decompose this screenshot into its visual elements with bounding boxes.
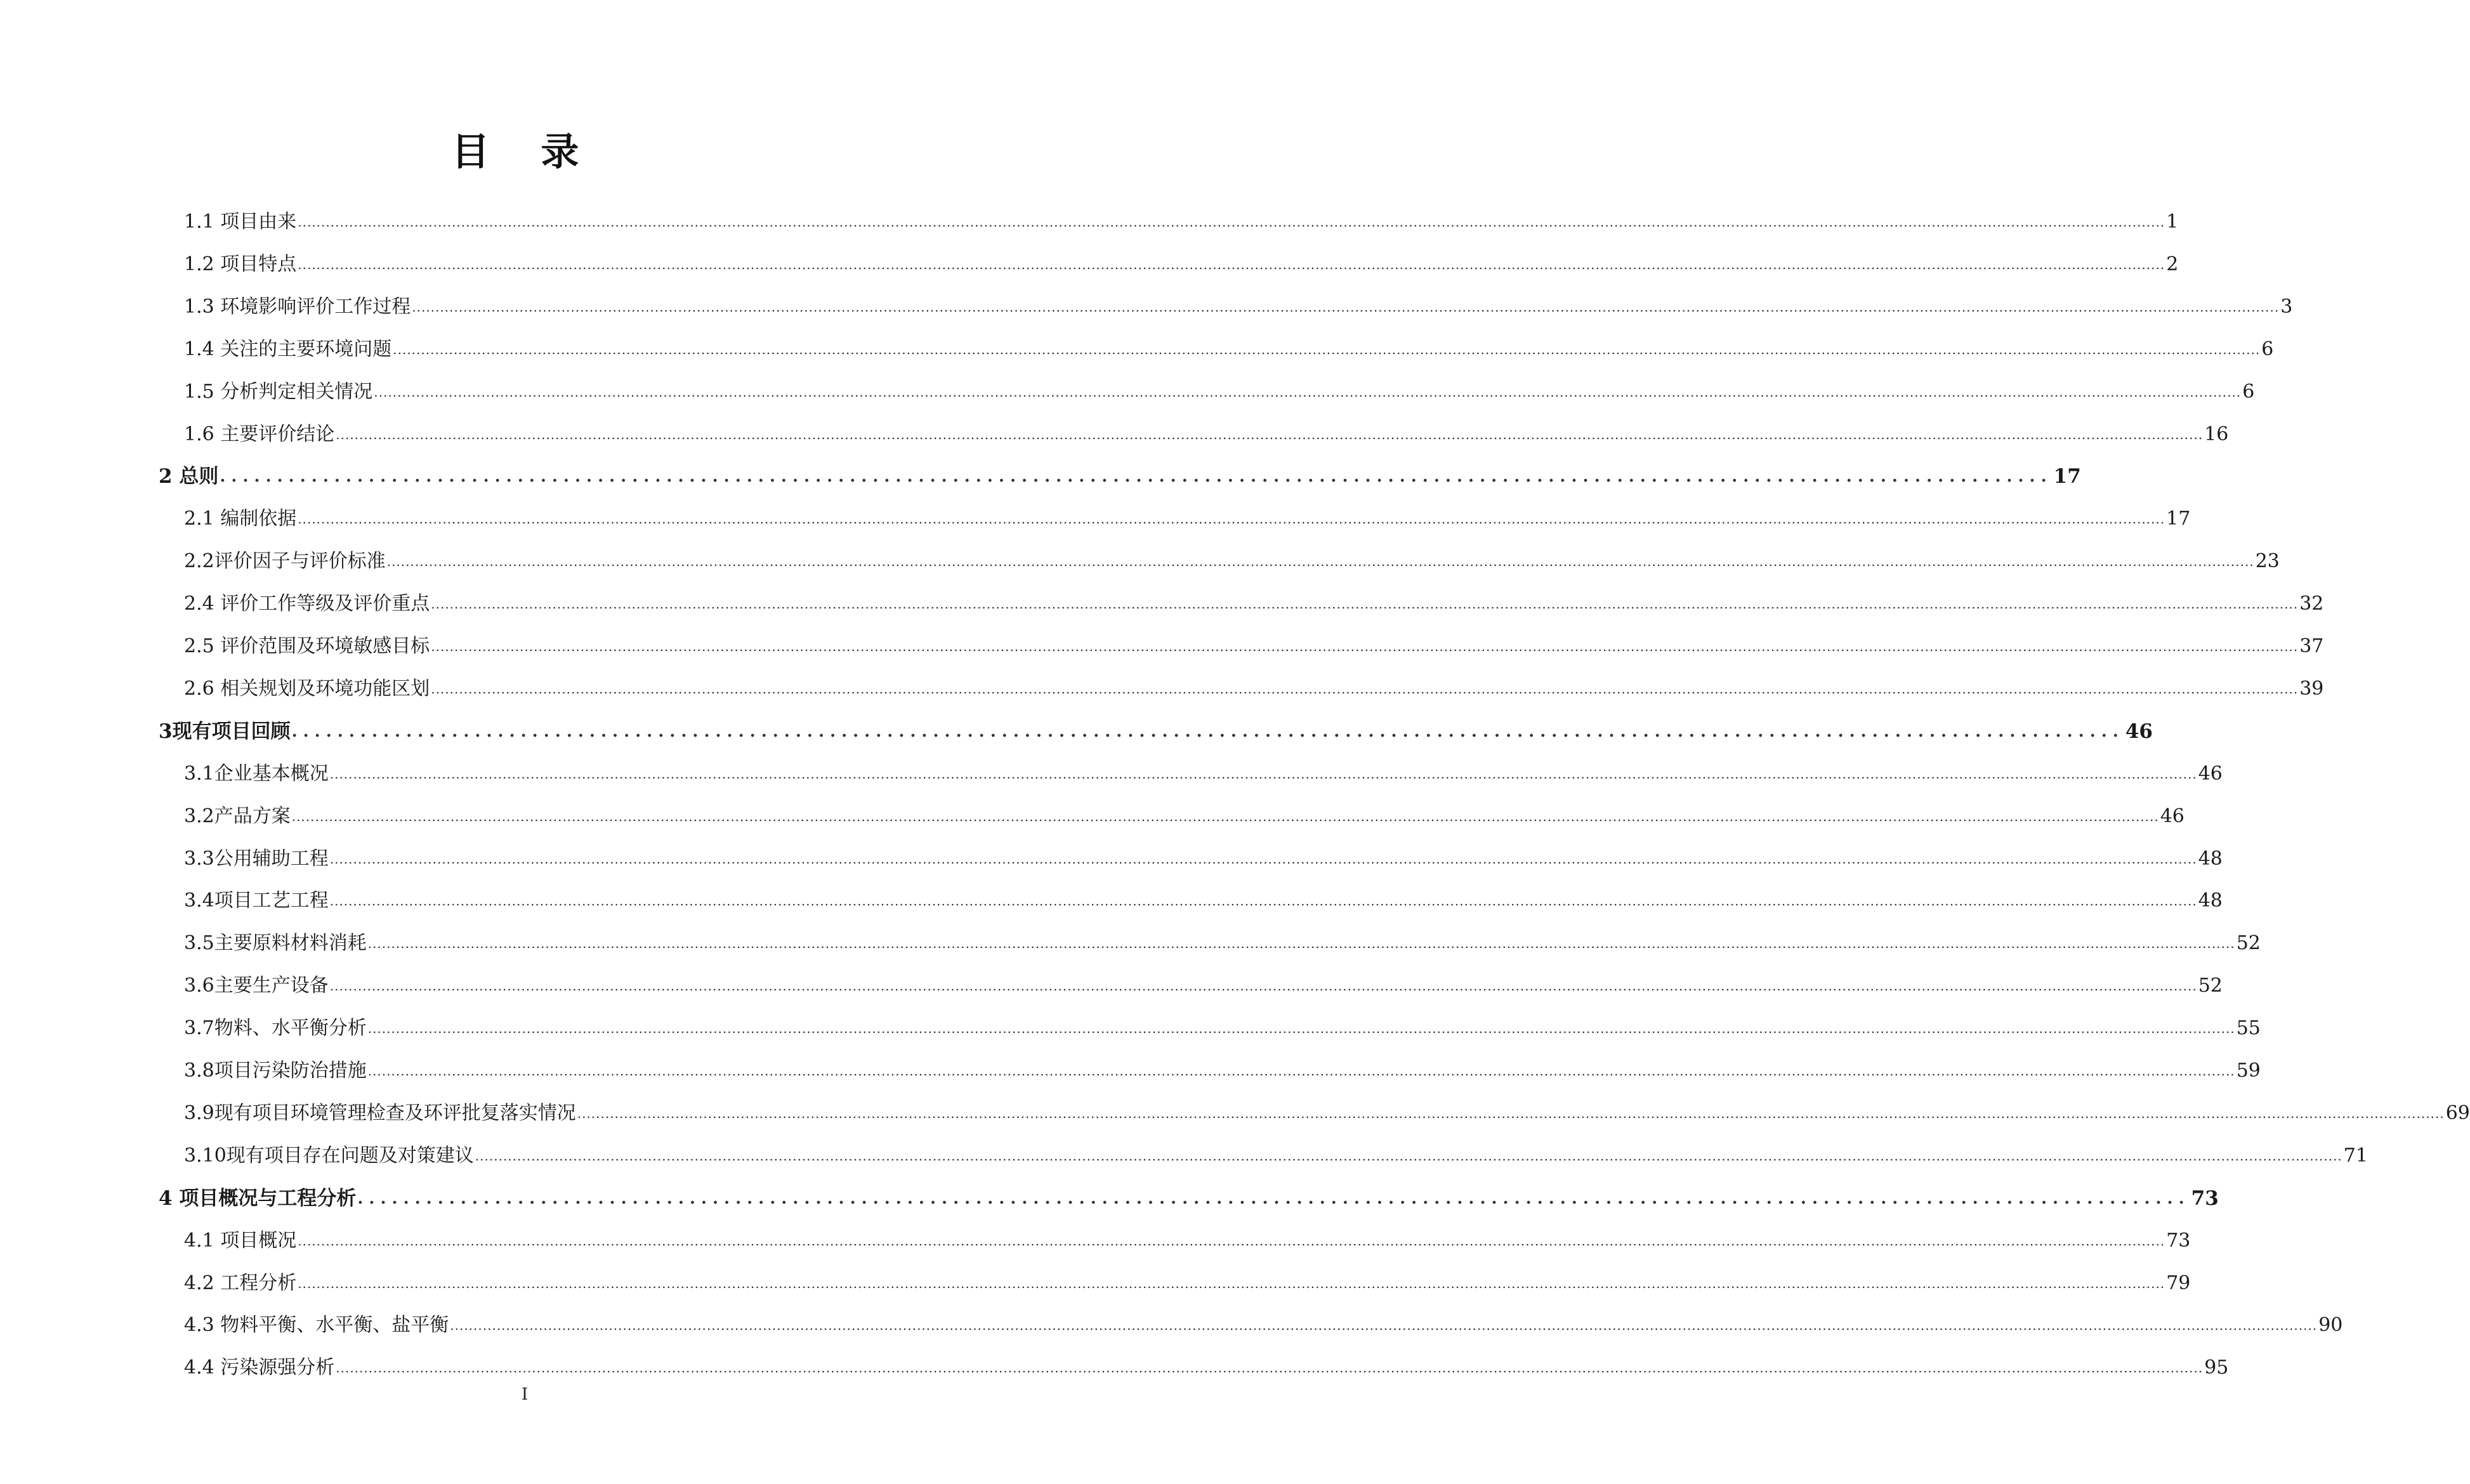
toc-entry-label: 3.3公用辅助工程 — [184, 847, 329, 870]
toc-chapter-entry[interactable] — [159, 463, 2081, 490]
toc-section-entry[interactable] — [184, 675, 2324, 703]
toc-dot-leader: ................................................................................................................................................................ — [220, 467, 2053, 487]
toc-entry-label: 2.5 评价范围及环境敏感目标 — [184, 635, 430, 657]
toc-entry-label: 2 总则 — [159, 465, 219, 489]
toc-entry-page-number: 17 — [2166, 508, 2191, 530]
toc-entry-page-number: 90 — [2318, 1314, 2343, 1337]
toc-entry-label: 1.1 项目由来 — [184, 211, 297, 233]
toc-entry-page-number: 52 — [2198, 975, 2223, 997]
toc-entry-page-number: 3 — [2280, 295, 2293, 318]
toc-section-entry[interactable] — [184, 505, 2191, 533]
toc-dot-leader: ................................................................................................................................................................................................................................................................................................................................................................................................................ — [298, 1275, 2165, 1291]
toc-dot-leader: ................................................................................................................................................................................................................................................................................................................................................................................................................ — [336, 426, 2204, 442]
toc-entry-page-number: 52 — [2236, 932, 2261, 955]
toc-entry-page-number: 55 — [2236, 1017, 2261, 1040]
toc-dot-leader: ................................................................................................................................................................................................................................................................................................................................................................................................................ — [291, 808, 2159, 824]
toc-section-entry[interactable] — [184, 929, 2261, 957]
toc-entry-page-number: 73 — [2166, 1229, 2191, 1252]
toc-section-entry[interactable] — [184, 251, 2179, 279]
toc-dot-leader: ................................................................................................................................................................................................................................................................................................................................................................................................................ — [450, 1318, 2318, 1334]
toc-section-entry[interactable] — [184, 293, 2293, 321]
toc-entry-label: 1.5 分析判定相关情况 — [184, 380, 373, 403]
toc-dot-leader: ................................................................................................................................................................................................................................................................................................................................................................................................................ — [386, 554, 2254, 570]
toc-entry-page-number: 95 — [2204, 1356, 2229, 1379]
toc-section-entry[interactable] — [184, 1354, 2229, 1382]
toc-entry-page-number: 46 — [2125, 719, 2153, 743]
toc-entry-label: 3.5主要原料材料消耗 — [184, 932, 367, 955]
toc-section-entry[interactable] — [184, 1142, 2368, 1170]
toc-entry-label: 1.6 主要评价结论 — [184, 423, 335, 445]
toc-entry-label: 1.4 关注的主要环境问题 — [184, 338, 392, 360]
toc-entry-label: 2.2评价因子与评价标准 — [184, 550, 386, 573]
toc-dot-leader: ................................................................................................................................................................................................................................................................................................................................................................................................................ — [431, 681, 2299, 697]
toc-entry-page-number: 48 — [2198, 847, 2223, 870]
page-title: 目 录 — [451, 130, 598, 174]
toc-section-entry[interactable] — [184, 633, 2324, 660]
toc-section-entry[interactable] — [184, 760, 2223, 788]
toc-dot-leader: ................................................................................................................................................................................................................................................................................................................................................................................................................ — [329, 978, 2197, 994]
toc-entry-page-number: 6 — [2242, 380, 2255, 403]
toc-dot-leader: ................................................................................................................................................................ — [291, 721, 2124, 741]
toc-section-entry[interactable] — [184, 1057, 2261, 1085]
toc-section-entry[interactable] — [184, 548, 2280, 575]
toc-entry-page-number: 17 — [2053, 465, 2081, 489]
toc-entry-page-number: 32 — [2299, 593, 2324, 615]
toc-section-entry[interactable] — [184, 1100, 2470, 1127]
toc-entry-label: 2.6 相关规划及环境功能区划 — [184, 677, 430, 700]
toc-entry-page-number: 71 — [2343, 1144, 2368, 1167]
toc-dot-leader: ................................................................................................................................................................................................................................................................................................................................................................................................................ — [412, 299, 2280, 315]
toc-entry-page-number: 37 — [2299, 635, 2324, 657]
toc-chapter-entry[interactable] — [159, 1185, 2219, 1212]
toc-entry-label: 3.6主要生产设备 — [184, 975, 329, 997]
toc-entry-label: 1.3 环境影响评价工作过程 — [184, 295, 411, 318]
toc-dot-leader: ................................................................................................................................................................................................................................................................................................................................................................................................................ — [329, 851, 2197, 867]
toc-dot-leader: ................................................................................................................................................................................................................................................................................................................................................................................................................ — [393, 341, 2261, 357]
toc-dot-leader: ................................................................................................................................................................................................................................................................................................................................................................................................................ — [298, 1233, 2165, 1249]
toc-entry-label: 3.10现有项目存在问题及对策建议 — [184, 1144, 474, 1167]
toc-section-entry[interactable] — [184, 378, 2255, 406]
toc-entry-page-number: 39 — [2299, 677, 2324, 700]
toc-chapter-entry[interactable] — [159, 718, 2153, 745]
toc-dot-leader: ................................................................................................................................................................................................................................................................................................................................................................................................................ — [374, 384, 2242, 400]
toc-dot-leader: ................................................................................................................................................................................................................................................................................................................................................................................................................ — [431, 639, 2299, 654]
toc-entry-page-number: 46 — [2198, 762, 2223, 785]
toc-dot-leader: ................................................................................................................................................................................................................................................................................................................................................................................................................ — [475, 1148, 2342, 1164]
toc-entry-label: 3.2产品方案 — [184, 804, 291, 827]
toc-dot-leader: ................................................................................................................................................................ — [357, 1188, 2190, 1208]
toc-section-entry[interactable] — [184, 1270, 2191, 1297]
toc-entry-page-number: 59 — [2236, 1060, 2261, 1082]
toc-dot-leader: ................................................................................................................................................................................................................................................................................................................................................................................................................ — [367, 1021, 2235, 1037]
toc-entry-label: 3现有项目回顾 — [159, 719, 291, 743]
toc-dot-leader: ................................................................................................................................................................................................................................................................................................................................................................................................................ — [367, 1063, 2235, 1079]
toc-entry-page-number: 69 — [2445, 1101, 2470, 1124]
toc-section-entry[interactable] — [184, 1227, 2191, 1255]
toc-section-entry[interactable] — [184, 972, 2223, 1000]
toc-entry-page-number: 1 — [2166, 211, 2179, 233]
toc-entry-label: 1.2 项目特点 — [184, 253, 297, 275]
toc-entry-page-number: 48 — [2198, 890, 2223, 912]
toc-dot-leader: ................................................................................................................................................................................................................................................................................................................................................................................................................ — [577, 1105, 2445, 1121]
toc-entry-label: 3.7物料、水平衡分析 — [184, 1017, 367, 1040]
toc-dot-leader: ................................................................................................................................................................................................................................................................................................................................................................................................................ — [298, 511, 2165, 527]
footer-page-number: I — [521, 1385, 529, 1404]
toc-section-entry[interactable] — [184, 845, 2223, 873]
toc-section-entry[interactable] — [184, 336, 2274, 364]
toc-dot-leader: ................................................................................................................................................................................................................................................................................................................................................................................................................ — [329, 893, 2197, 909]
toc-entry-label: 3.4项目工艺工程 — [184, 890, 329, 912]
toc-section-entry[interactable] — [184, 590, 2324, 618]
toc-dot-leader: ................................................................................................................................................................................................................................................................................................................................................................................................................ — [329, 766, 2197, 782]
toc-dot-leader: ................................................................................................................................................................................................................................................................................................................................................................................................................ — [298, 214, 2165, 230]
toc-entry-label: 4.4 污染源强分析 — [184, 1356, 335, 1379]
toc-entry-page-number: 79 — [2166, 1271, 2191, 1294]
toc-entry-label: 2.1 编制依据 — [184, 508, 297, 530]
toc-entry-label: 3.8项目污染防治措施 — [184, 1060, 367, 1082]
toc-entry-page-number: 23 — [2255, 550, 2280, 573]
toc-entry-page-number: 73 — [2191, 1186, 2219, 1210]
toc-entry-label: 3.1企业基本概况 — [184, 762, 329, 785]
toc-entry-page-number: 46 — [2160, 804, 2184, 827]
toc-dot-leader: ................................................................................................................................................................................................................................................................................................................................................................................................................ — [336, 1360, 2204, 1376]
toc-dot-leader: ................................................................................................................................................................................................................................................................................................................................................................................................................ — [431, 596, 2299, 612]
toc-entry-label: 4 项目概况与工程分析 — [159, 1186, 357, 1210]
toc-entry-label: 4.3 物料平衡、水平衡、盐平衡 — [184, 1314, 449, 1337]
toc-entry-label: 4.1 项目概况 — [184, 1229, 297, 1252]
toc-dot-leader: ................................................................................................................................................................................................................................................................................................................................................................................................................ — [367, 936, 2235, 952]
toc-section-entry[interactable] — [184, 803, 2184, 831]
toc-entry-label: 4.2 工程分析 — [184, 1271, 297, 1294]
toc-entry-label: 3.9现有项目环境管理检查及环评批复落实情况 — [184, 1101, 576, 1124]
toc-dot-leader: ................................................................................................................................................................................................................................................................................................................................................................................................................ — [298, 256, 2165, 272]
toc-section-entry[interactable] — [184, 421, 2229, 449]
toc-entry-page-number: 16 — [2204, 423, 2229, 445]
toc-section-entry[interactable] — [184, 887, 2223, 915]
toc-entry-label: 2.4 评价工作等级及评价重点 — [184, 593, 430, 615]
toc-section-entry[interactable] — [184, 208, 2179, 236]
toc-entry-page-number: 2 — [2166, 253, 2179, 275]
toc-entry-page-number: 6 — [2261, 338, 2274, 360]
toc-section-entry[interactable] — [184, 1311, 2343, 1339]
toc-section-entry[interactable] — [184, 1015, 2261, 1042]
